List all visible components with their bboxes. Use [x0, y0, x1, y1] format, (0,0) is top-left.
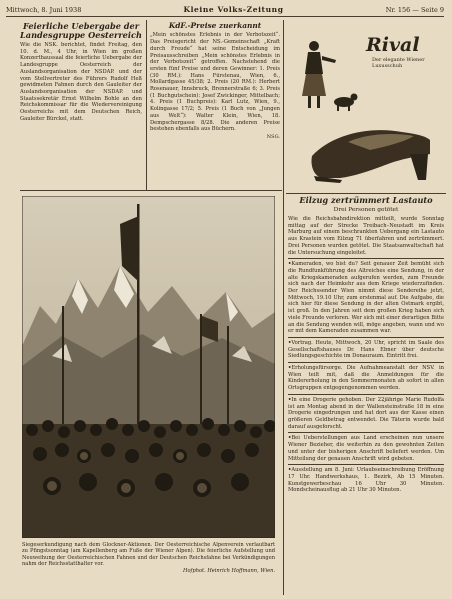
- section-divider: [286, 193, 446, 194]
- section-divider: [20, 190, 282, 191]
- ad-tagline: Der elegante Wiener Luxusschuh: [372, 57, 425, 69]
- article-body: Wie die NSK. berichtet, findet Freitag, den 10. d. M., 4 Uhr, in Wien im großen Konzerthaussaal die feierliche Uebergabe der Landesgruppe Oesterreich der Auslandsorganisation der NSDAP. und der vom Stellvertreter des Führers Rudolf Heß gewidmeten Fahnen durch den Gauleiter der Auslandsorganisation der NSDAP. und Staatssekretär Ernst Wilhelm Bohle an den Reichskommissar für die Wiedervereinigung Oesterreichs mit dem Deutschen Reich, Gauleiter Bürckel, statt.: [20, 42, 142, 122]
- news-item: • Vortrag. Heute, Mittwoch, 20 Uhr, spricht im Saale des Gesellschaftshauses Dr. Hans Ebner über deutsche Siedlungsgeschichte im Donauraum. Eintritt frei.: [288, 340, 444, 360]
- item-divider: [288, 362, 444, 363]
- article-signature: NSG.: [266, 133, 280, 140]
- shoe-advertisement: [292, 30, 442, 190]
- item-divider: [288, 337, 444, 338]
- photo-caption: Siegeserkundigung nach dem Glockner-Aktionen. Der Oesterreichische Alpenverein verlautbart zu Pfingstsonntag (am Kapellenberg am Fuße der Wiener Alpen). Die feierliche Aufstellung und Neuweihung der Oesterreichischen Fahnen und der Deutschen Reichsfahne bei Verkündigungen nahm der Reichsstatthalter vor.: [22, 542, 275, 568]
- item-divider: [288, 394, 444, 395]
- photo-credit: Hofphot. Heinrich Hoffmann, Wien.: [183, 567, 275, 574]
- article-headline: Eilzug zertrümmert Lastauto: [299, 196, 433, 205]
- item-divider: [288, 258, 444, 259]
- masthead-paper-name: Kleine Volks-Zeitung: [183, 5, 284, 14]
- woman-figure-icon: [302, 41, 336, 108]
- article-headline: KdF.-Preise zuerkannt: [168, 22, 262, 30]
- article-body: „Mein schönstes Erlebnis in der Verbotszeit“. Das Preisgericht der NS.-Gemeinschaft „Kraft durch Freude“ hat seine Entscheidung im Preisausschreiben „Mein schönstes Erlebnis in der Verbotszeit“ getroffen. Nachstehend die ersten fünf Preise und deren Gewinner: 1. Preis (30 RM.): Hans Fürstenau, Wien, 6., Mollardgasse 45/38; 2. Preis (20 RM.): Herbert Rosenauer, Innsbruck, Brennerstraße 6; 3. Preis (1 Buchgutschein): Josef Zwickinger, Mittelbach; 4. Preis (1 Buchpreis): Karl Lutz, Wien, 9., Kolingasse 17/2; 5. Preis (1 Buch von „Jungen aus Welt“): Walter Klein, Wien, 18. Dempschergasse 8/28. Die anderen Preise bestehen ebenfalls aus Büchern.: [150, 32, 280, 133]
- article-uebergabe: [20, 22, 142, 188]
- news-item: • In eine Drogerie gehoben. Der 22jährige Marie Rudolfa ist am Montag abend in der Wallensteinstraße 18 in eine Drogerie eingedrungen und hat dort aus der Kasse einen größeren Geldbetrag entwendet. Die Täterin wurde bald darauf ausgeforscht.: [288, 397, 444, 431]
- article-eilzug: [288, 196, 444, 594]
- news-item: • Kameraden, wo bist du? Seit genauer Zeit bemüht sich die Rundfunkführung des Altreiches eine Sendung, in der alte Kriegskameraden aufgerufen werden, zum Freunde sich nach der Heimkehr aus dem Kriege wiederzufinden. Der Reichssender Wien nimmt diese Sendereihe jetzt, Mittwoch, 19.10 Uhr, zum erstenmal auf. Die Aufgabe, die sich hier für diese Sendung in der alten Ostmark ergibt, ist groß. In den Jahren seit dem großen Krieg haben sich viele Freunde verloren. Wer sich mit einer derartigen Bitte an die Sendung wenden will, möge angeben, wann und wo er mit dem Kameraden zusammen war.: [288, 261, 444, 335]
- mountain-ceremony-photo: [22, 196, 275, 538]
- ad-brand-name: Rival: [366, 34, 420, 56]
- photo-caption-block: [22, 542, 275, 574]
- column-divider: [146, 20, 147, 190]
- article-headline: Feierliche Uebergabe der Landesgruppe Oesterreich: [20, 22, 142, 40]
- item-divider: [288, 464, 444, 465]
- masthead-date: Mittwoch, 8. Juni 1938: [6, 5, 82, 14]
- article-body: Wie die Reichsbahndirektion mitteilt, wurde Sonntag mittag auf der Strecke Treibach–Neustadt im Kreis Marburg auf einem beschrankten Uebergang ein Lastauto aus Krastein vom Eilzug 71 überfahren und zertrümmert. Drei Personen wurden getötet. Die Staatsanwaltschaft hat die Untersuchung eingeleitet.: [288, 216, 444, 256]
- masthead: [6, 3, 444, 17]
- dog-icon: [334, 94, 358, 112]
- photo-illustration: [22, 196, 275, 538]
- masthead-issue: Nr. 156 — Seite 9: [385, 5, 444, 14]
- article-subhead: Drei Personen getötet: [333, 207, 399, 213]
- item-divider: [288, 432, 444, 433]
- news-item: • Erholungsfürsorge. Die Aufnahmeanstalt der NSV. in Wien teilt mit, daß die Anmeldungen für die Kindererholung in den Sommermonaten ab sofort in allen Ortsgruppen entgegengenommen werden.: [288, 365, 444, 392]
- article-kdf-preise: [150, 22, 280, 188]
- shoe-icon: [311, 130, 430, 183]
- news-item: • Ausstellung am 8. Juni: Urlaubseinschreibung Eröffnung 17 Uhr. Handwerkshaus, 1. Bezirk, Ab 15 Minuten. Kunstgewerbeschau 16 Uhr 30 Minuten. Mondscheinausflug ab 21 Uhr 30 Minuten.: [288, 467, 444, 494]
- news-item: • Bei Ueberstellungen aus Land erscheinen nun unsere Wiener Bezieher, die weiterhin zu den gewohnten Zeiten und unter der bisherigen Anschrift beliefert werden. Um Mitteilung der genauen Anschrift wird gebeten.: [288, 435, 444, 462]
- column-divider: [283, 20, 284, 595]
